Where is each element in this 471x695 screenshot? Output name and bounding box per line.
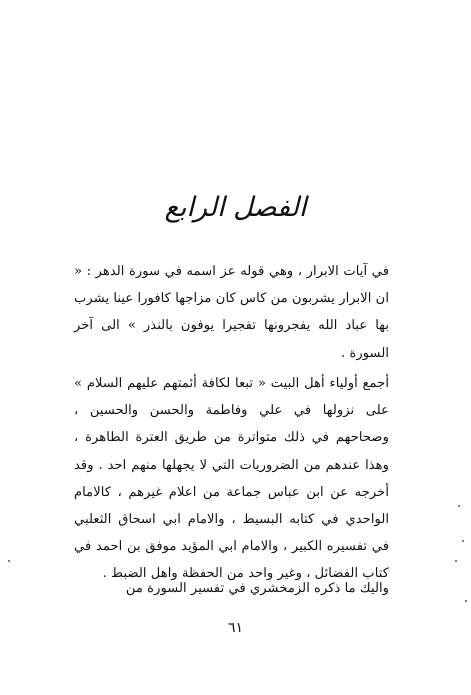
scan-speck <box>458 505 460 507</box>
paragraph-zamakhshari: واليك ما ذكره الزمخشري في تفسير السورة من <box>125 581 389 596</box>
chapter-title: الفصل الرابع <box>164 192 307 223</box>
scan-speck <box>462 540 464 542</box>
scan-speck <box>455 560 457 562</box>
paragraph-verses: في آيات الابرار ، وهي قوله عز اسمه في سورة الدهر : « ان الابرار يشربون من كاس كان مزاجها كافورا عينا يشرب بها عباد الله يفجرونها تفجيرا يوفون بالنذر » الى آخر السورة . <box>74 264 389 361</box>
scan-speck <box>8 560 10 562</box>
page-number: ٦١ <box>227 620 244 636</box>
paragraph-consensus: أجمع أولياء أهل البيت « تبعا لكافة أئمتهم عليهم السلام » على نزولها في علي وفاطمة والحسن والحسين ، وصحاحهم في ذلك متواترة من طريق العترة الطاهرة ، وهذا عندهم من الضروريات التي لا يجهلها منهم احد . وقد أخرجه عن ابن عباس جماعة من اعلام غيرهم ، كالامام الواحدي في كتابه البسيط ، والامام ابي اسحاق الثعلبي في تفسيره الكبير ، والامام ابي المؤيد موفق بن احمد في كتاب الفضائل ، وغير واحد من الحفظة واهل الضبط . <box>74 376 389 582</box>
scan-speck <box>465 600 467 602</box>
